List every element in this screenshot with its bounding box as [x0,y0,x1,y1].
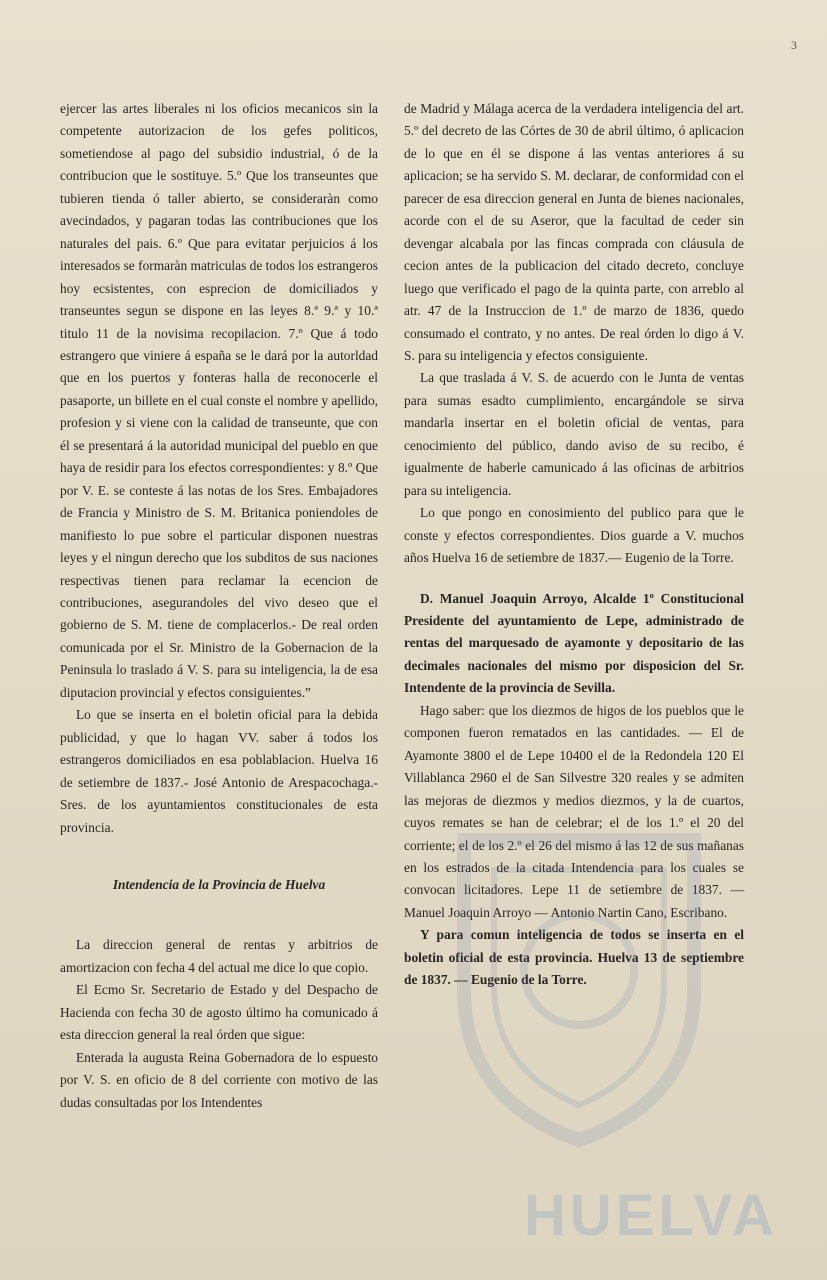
page-number: 3 [791,38,797,52]
left-paragraph-3: La direccion general de rentas y arbitrios de amortizacion con fecha 4 del actual me dice lo que copio. [60,937,378,975]
right-paragraph-4: D. Manuel Joaquin Arroyo, Alcalde 1º Constitucional Presidente del ayuntamiento de Lepe, administrado de rentas del marquesado de ayamonte y depositario de las decimales nacionales del mismo por disposicion del Sr. Intendente de la provincia de Sevilla. [404,590,744,696]
paragraph-gap [404,570,744,588]
right-paragraph-2: La que traslada á V. S. de acuerdo con le Junta de ventas para sumas esadto cumplimiento, encargándole se sirva mandarla insertar en el boletin oficial de ventas, para cenocimiento del público, dando aviso de su recibo, é igualmente de haberle camunicado á las oficinas de arbitrios para su inteligencia. [404,370,744,498]
left-paragraph-5: Enterada la augusta Reina Gobernadora de lo espuesto por V. S. en oficio de 8 del corriente con motivo de las dudas consultadas por los Intendentes [60,1049,378,1110]
section-heading: Intendencia de la Provincia de Huelva [112,876,326,892]
right-column [404,98,744,992]
watermark-text: HUELVA [524,1183,778,1248]
right-paragraph-3: Lo que pongo en conosimiento del publico para que le conste y efectos correspondientes. Dios guarde a V. muchos años Huelva 16 de setiembre de 1837.— Eugenio de la Torre. [404,505,744,566]
left-paragraph-2: Lo que se inserta en el boletin oficial para la debida publicidad, y que lo hagan VV. saber á todos los estrangeros domiciliados en esa poblablacion. Huelva 16 de setiembre de 1837.- José Antonio de Arespacochaga.- Sres. de los ayuntamientos constitucionales de esta provincia. [60,707,378,835]
left-paragraph-4: El Ecmo Sr. Secretario de Estado y del Despacho de Hacienda con fecha 30 de agosto último ha comunicado á esta direccion general la real órden que sigue: [60,982,378,1043]
right-paragraph-1: de Madrid y Málaga acerca de la verdadera inteligencia del art. 5.º del decreto de las Córtes de 30 de abril último, ó aplicacion de lo que en él se dispone á las ventas anteriores á su aplicacion; se ha servido S. M. declarar, de conformidad con el parecer de esa direccion general en Junta de bienes nacionales, acorde con el de su Aseror, que la facultad de ceder sin devengar alcabala por las fincas comprada con cláusula de cecion antes de la publicacion del citado decreto, concluye luego que verificado el pago de la quinta parte, con arreblo al atr. 47 de la Instruccion de 1.º de marzo de 1836, quedo consumado el contrato, y no antes. De real órden lo digo á V. S. para su inteligencia y efectos consiguiente. [404,101,744,363]
left-paragraph-1: ejercer las artes liberales ni los oficios mecanicos sin la competente autorizacion de los gefes politicos, sometiendose al pago del subsidio industrial, ó de la contribucion que le sostituye. 5.º Que los transeuntes que tubieren tienda ó taller abierto, se consideraràn como avecindados, y pagaran todas las contribuciones que los naturales del pais. 6.º Que para evitatar perjuicios á los interesados se formaràn matriculas de todos los estrangeros hoy ecsistentes, con esprecion de domiciliados y transeuntes segun se dispone en las leyes 8.ª 9.ª y 10.ª titulo 11 de la novisima recopilacion. 7.º Que á todo estrangero que viniere á españa se le dará por la autorldad que en los puertos y fonteras halla de reconocerle el pasaporte, un billete en el cual conste el nombre y apellido, profesion y si viene con la calidad de transeunte, que con él se presentará á la autoridad municipal del pueblo en que haya de residir para los efectos correspondientes: y 8.º Que por V. E. se conteste á las notas de los Sres. Embajadores de Francia y Ministro de S. M. Britanica poniendoles de manifiesto lo pue sobre el particular disponen nuestras leyes y el ningun derecho que los subditos de sus naciones respectivas tienen para reclamar la ecencion de contribuciones, asegurandoles del vivo deseo que el gobierno de S. M. tiene de complacerlos.- De real orden comunicada por el Sr. Ministro de la Gobernacion de la Peninsula lo traslado á V. S. para su inteligencia, la de esa diputacion provincial y efectos consiguientes.” [60,101,378,700]
right-paragraph-5: Hago saber: que los diezmos de higos de los pueblos que le componen fueron rematados en las cantidades. — El de Ayamonte 3800 el de Lepe 10400 el de la Redondela 120 El Villablanca 2960 el de San Silvestre 320 reales y se admiten las mejoras de diezmos y medios diezmos, y la de cuartos, cuyos remates se han de celebrar; el de los 1.º el 20 del corriente; el de los 2.º el 26 del mismo á las 12 de sus mañanas en los estrados de la citada Intendencia para los cuales se convocan licitadores. Lepe 11 de setiembre de 1837. — Manuel Joaquin Arroyo — Antonio Nartin Cano, Escribano. [404,702,744,920]
right-paragraph-6: Y para comun inteligencia de todos se inserta en el boletin oficial de esta provincia. Huelva 13 de septiembre de 1837. — Eugenio de la Torre. [404,927,744,988]
left-column [60,98,378,1114]
